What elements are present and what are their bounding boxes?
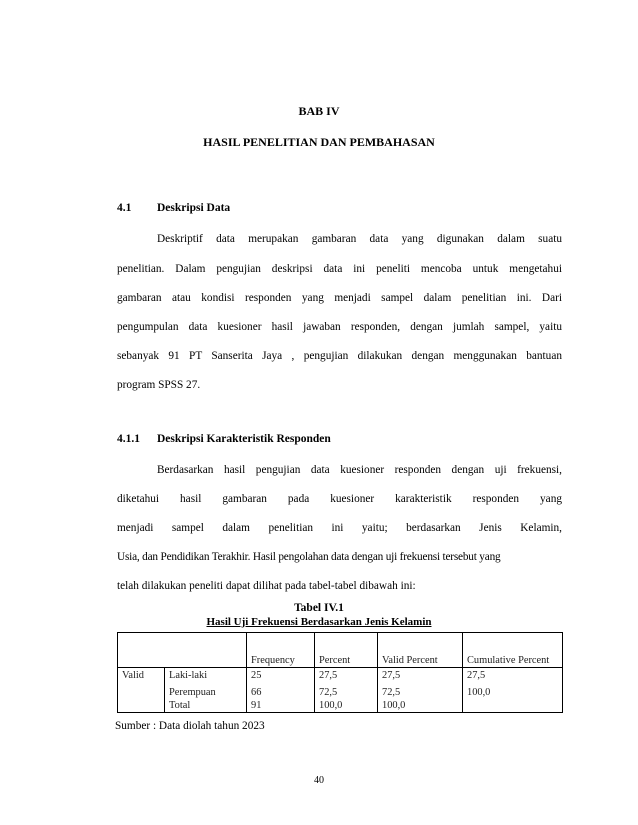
frequency-table — [117, 632, 563, 713]
paragraph-line: pengumpulan data kuesioner hasil jawaban responden, dengan jumlah sampel, yaitu — [117, 321, 562, 333]
subsection-number: 4.1.1 — [117, 433, 140, 445]
cell-percent: 27,5 — [315, 668, 378, 685]
table-source: Sumber : Data diolah tahun 2023 — [115, 720, 265, 732]
chapter-title: BAB IV — [298, 104, 340, 118]
cell-valid-percent: 100,0 — [378, 699, 463, 713]
cell-cumulative: 100,0 — [467, 686, 491, 698]
paragraph-line: menjadi sampel dalam penelitian ini yaitu; berdasarkan Jenis Kelamin, — [117, 522, 562, 534]
group-label-empty — [118, 685, 165, 699]
paragraph-line: gambaran atau kondisi responden yang menjadi sampel dalam penelitian ini. Dari — [117, 292, 562, 304]
table-row — [118, 699, 563, 713]
chapter-subtitle: HASIL PENELITIAN DAN PEMBAHASAN — [203, 135, 435, 149]
cell-cumulative: 27,5 — [467, 670, 486, 682]
table-caption: Tabel IV.1 — [294, 602, 344, 614]
page-number: 40 — [314, 775, 324, 786]
cell-valid-percent: 27,5 — [378, 668, 463, 685]
paragraph-line: program SPSS 27. — [117, 379, 201, 391]
table-header-row — [118, 633, 563, 668]
paragraph-line: diketahui hasil gambaran pada kuesioner karakteristik responden yang — [117, 493, 562, 505]
paragraph-line: Usia, dan Pendidikan Terakhir. Hasil pengolahan data dengan uji frekuensi tersebut yang — [117, 551, 501, 563]
header-percent: Percent — [315, 633, 378, 668]
group-label-empty — [118, 699, 165, 713]
cell-percent: 100,0 — [315, 699, 378, 713]
paragraph-line: telah dilakukan peneliti dapat dilihat pada tabel-tabel dibawah ini: — [117, 580, 416, 592]
cell-percent: 72,5 — [315, 685, 378, 699]
section-number: 4.1 — [117, 202, 132, 214]
paragraph-line: Berdasarkan hasil pengujian data kuesioner responden dengan uji frekuensi, — [157, 464, 562, 476]
cell-frequency: 91 — [247, 699, 315, 713]
group-label: Valid — [118, 668, 165, 685]
header-cumulative-percent: Cumulative Percent — [463, 633, 563, 668]
row-label: Laki-laki — [165, 668, 247, 685]
row-label: Perempuan — [165, 685, 247, 699]
cell-valid-percent: 72,5 — [378, 685, 463, 699]
header-corner — [118, 633, 247, 668]
paragraph-line: sebanyak 91 PT Sanserita Jaya , pengujian dilakukan dengan menggunakan bantuan — [117, 350, 562, 362]
table-row — [118, 668, 563, 685]
header-frequency: Frequency — [247, 633, 315, 668]
cell-cumulative — [463, 699, 563, 713]
cell-frequency: 66 — [247, 685, 315, 699]
paragraph-line: penelitian. Dalam pengujian deskripsi data ini peneliti mencoba untuk mengetahui — [117, 263, 562, 275]
table-title: Hasil Uji Frekuensi Berdasarkan Jenis Kelamin — [206, 616, 432, 628]
row-label: Total — [165, 699, 247, 713]
cell-frequency: 25 — [247, 668, 315, 685]
table-row — [118, 685, 563, 699]
section-title: Deskripsi Data — [157, 202, 231, 214]
header-valid-percent: Valid Percent — [378, 633, 463, 668]
paragraph-line: Deskriptif data merupakan gambaran data yang digunakan dalam suatu — [157, 233, 562, 245]
subsection-title: Deskripsi Karakteristik Responden — [157, 433, 331, 445]
